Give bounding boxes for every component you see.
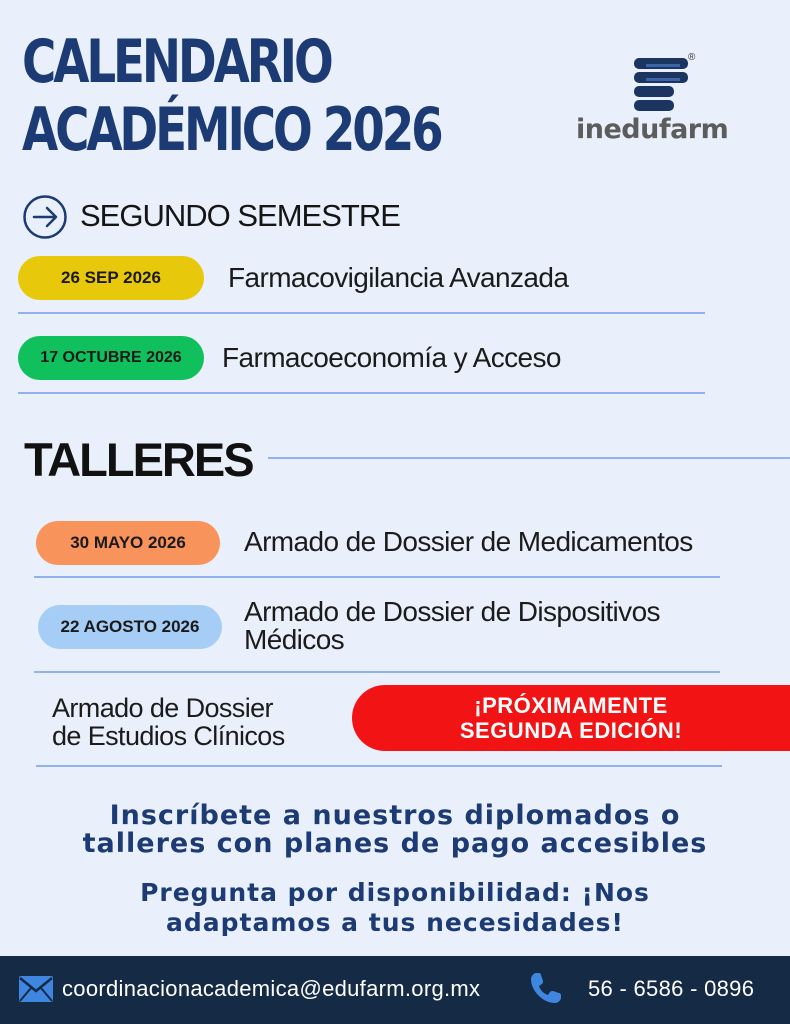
logo-mark-icon (632, 56, 692, 112)
workshop-name-line-1: Armado de Dossier de Dispositivos (244, 596, 660, 627)
upcoming-name-line-2: de Estudios Clínicos (52, 721, 285, 751)
upcoming-name-line-1: Armado de Dossier (52, 693, 273, 723)
divider (18, 312, 705, 314)
inedufarm-logo (572, 52, 752, 152)
contact-email[interactable]: coordinacionacademica@edufarm.org.mx (62, 976, 481, 1001)
registered-mark: ® (688, 52, 696, 63)
divider (18, 392, 705, 394)
arrow-circle-icon (22, 194, 68, 240)
semester-title: SEGUNDO SEMESTRE (80, 198, 400, 233)
cta-line-4: adaptamos a tus necesidades! (166, 908, 624, 937)
divider (34, 576, 720, 578)
title-line-2: ACADÉMICO 2026 (22, 95, 441, 165)
page-title (22, 27, 441, 165)
workshop-name-line-2: Médicos (244, 624, 345, 655)
workshops-title: TALLERES (24, 433, 253, 486)
badge-line-1: ¡PRÓXIMAMENTE (474, 693, 668, 718)
workshop-name (244, 598, 660, 654)
date-pill: 17 OCTUBRE 2026 (18, 336, 204, 380)
workshop-name: Armado de Dossier de Medicamentos (244, 526, 693, 557)
cta-line-2: talleres con planes de pago accesibles (82, 828, 708, 859)
title-line-1: CALENDARIO (22, 27, 331, 97)
badge-line-2: SEGUNDA EDICIÓN! (459, 718, 683, 743)
divider (34, 671, 720, 673)
divider (36, 765, 722, 767)
cta-enroll (0, 802, 790, 858)
phone-icon (528, 970, 564, 1006)
coming-soon-badge (352, 685, 790, 751)
date-pill: 22 AGOSTO 2026 (38, 605, 222, 649)
date-pill: 26 SEP 2026 (18, 256, 204, 300)
contact-phone[interactable]: 56 - 6586 - 0896 (588, 976, 755, 1001)
cta-line-1: Inscríbete a nuestros diplomados o (109, 800, 681, 831)
cta-availability (0, 878, 790, 938)
course-name: Farmacovigilancia Avanzada (228, 262, 569, 293)
divider (268, 457, 790, 459)
logo-text: inedufarm (576, 114, 729, 145)
contact-footer (0, 956, 790, 1024)
date-pill: 30 MAYO 2026 (36, 521, 220, 565)
cta-line-3: Pregunta por disponibilidad: ¡Nos (140, 878, 650, 907)
course-name: Farmacoeconomía y Acceso (222, 342, 561, 373)
envelope-icon (18, 975, 54, 1003)
upcoming-workshop-name (52, 694, 285, 750)
